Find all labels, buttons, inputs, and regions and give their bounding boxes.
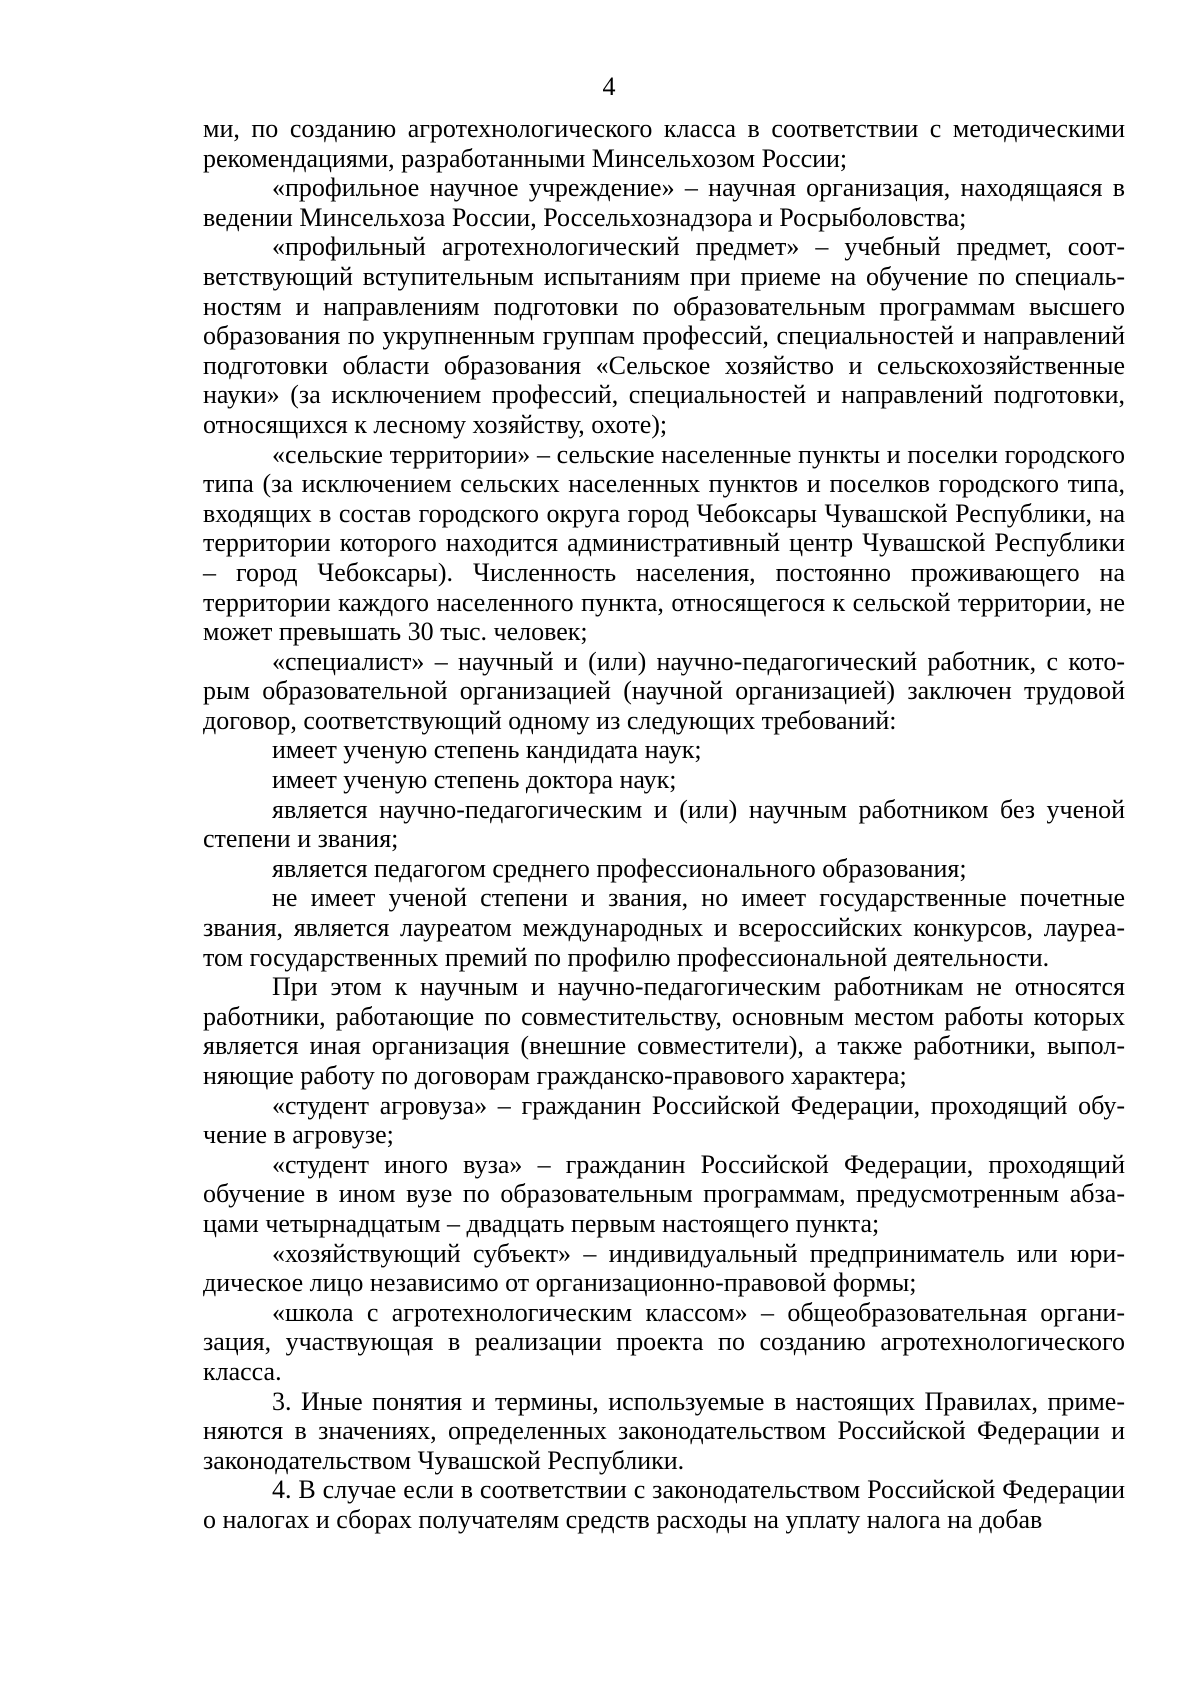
- paragraph: «хозяйствующий субъект» – индивидуальный предприниматель или юридическое лицо независимо от организационно-правовой формы;: [203, 1238, 1125, 1298]
- paragraph: «специалист» – научный и (или) научно-педагогический работник, с которым образовательной организацией (научной организацией) заключен трудовой договор, соответствующий одному из следующих требований:: [203, 646, 1125, 735]
- paragraph: «студент агровуза» – гражданин Российской Федерации, проходящий обучение в агровузе;: [203, 1090, 1125, 1150]
- paragraph: 4. В случае если в соответствии с законодательством Российской Федерации о налогах и сборах получателям средств расходы на уплату налога на добав: [203, 1475, 1125, 1534]
- paragraph: является научно-педагогическим и (или) научным работником без ученой степени и звания;: [203, 794, 1125, 854]
- paragraph: имеет ученую степень кандидата наук;: [272, 735, 702, 765]
- paragraph: «сельские территории» – сельские населенные пункты и поселки городского типа (за исключением сельских населенных пунктов и поселков городского типа, входящих в состав городского округа город Чебоксары Чувашской Республики, на территории которого находится административный центр Чувашской Республики – город Чебоксары). Численность населения, постоянно проживающего на территории каждого населенного пункта, относящегося к сельской территории, не может превышать 30 тыс. человек;: [203, 439, 1125, 647]
- paragraph: «школа с агротехнологическим классом» – общеобразовательная организация, участвующая в реализации проекта по созданию агротехнологического класса.: [203, 1297, 1125, 1386]
- paragraph: «профильное научное учреждение» – научная организация, находящаяся в ведении Минсельхоза России, Россельхознадзора и Росрыболовства;: [203, 173, 1125, 232]
- document-body: [203, 114, 1125, 1535]
- paragraph: имеет ученую степень доктора наук;: [272, 765, 677, 795]
- page-number: 4: [602, 72, 616, 101]
- paragraph: 3. Иные понятия и термины, используемые в настоящих Правилах, применяются в значениях, определенных законодательством Российской Федерации и законодательством Чувашской Республики.: [203, 1386, 1125, 1475]
- paragraph: «профильный агротехнологический предмет» – учебный предмет, соответствующий вступительным испытаниям при приеме на обучение по специальностям и направлениям подготовки по образовательным программам высшего образования по укрупненным группам профессий, специальностей и направлений подготовки области образования «Сельское хозяйство и сельскохозяйственные науки» (за исключением профессий, специальностей и направлений подготовки, относящихся к лесному хозяйству, охоте);: [203, 232, 1125, 439]
- paragraph: «студент иного вуза» – гражданин Российской Федерации, проходящий обучение в ином вузе по образовательным программам, предусмотренным абзацами четырнадцатым – двадцать первым настоящего пункта;: [203, 1149, 1125, 1238]
- paragraph: является педагогом среднего профессионального образования;: [272, 853, 967, 883]
- paragraph: ми, по созданию агротехнологического класса в соответствии с методическими рекомендациями, разработанными Минсельхозом России;: [203, 114, 1125, 173]
- paragraph: не имеет ученой степени и звания, но имеет государственные почетные звания, является лауреатом международных и всероссийских конкурсов, лауреатом государственных премий по профилю профессиональной деятельности.: [203, 883, 1125, 972]
- paragraph: При этом к научным и научно-педагогическим работникам не относятся работники, работающие по совместительству, основным местом работы которых является иная организация (внешние совместители), а также работники, выполняющие работу по договорам гражданско-правового характера;: [203, 972, 1125, 1090]
